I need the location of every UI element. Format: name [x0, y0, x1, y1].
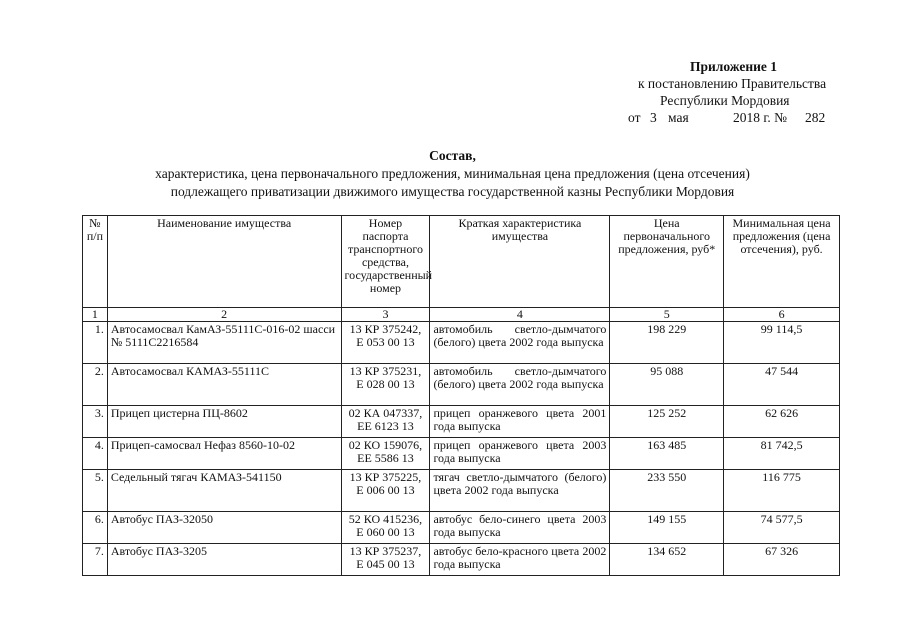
appendix-title: Приложение 1 — [690, 59, 778, 74]
document-subtitle-line-2: подлежащего приватизации движимого имущества государственной казны Республики Мордовия — [170, 184, 735, 199]
row-passport: 13 КР 375231, Е 028 00 13 — [341, 364, 430, 406]
row-min-price: 67 326 — [724, 544, 840, 576]
row-description: автомобиль светло-дымчатого (белого) цвета 2002 года выпуска — [430, 364, 610, 406]
row-number: 1. — [83, 322, 108, 364]
header-passport: Номер паспорта транспортного средства, государственный номер — [341, 216, 430, 308]
table-row — [83, 322, 840, 364]
row-number: 2. — [83, 364, 108, 406]
row-description: автобус бело-красного цвета 2002 года выпуска — [430, 544, 610, 576]
row-min-price: 62 626 — [724, 406, 840, 438]
row-price: 125 252 — [610, 406, 724, 438]
row-name: Прицеп-самосвал Нефаз 8560-10-02 — [107, 438, 341, 470]
table-row — [83, 406, 840, 438]
row-description: прицеп оранжевого цвета 2003 года выпуска — [430, 438, 610, 470]
column-number: 5 — [610, 308, 724, 322]
row-name: Автобус ПАЗ-3205 — [107, 544, 341, 576]
row-passport: 13 КР 375237, Е 045 00 13 — [341, 544, 430, 576]
column-number: 4 — [430, 308, 610, 322]
row-price: 95 088 — [610, 364, 724, 406]
row-description: автомобиль светло-дымчатого (белого) цвета 2002 года выпуска — [430, 322, 610, 364]
row-name: Прицеп цистерна ПЦ-8602 — [107, 406, 341, 438]
column-number: 2 — [107, 308, 341, 322]
row-description: автобус бело-синего цвета 2003 года выпуска — [430, 512, 610, 544]
row-min-price: 116 775 — [724, 470, 840, 512]
table-row — [83, 364, 840, 406]
row-price: 163 485 — [610, 438, 724, 470]
row-min-price: 47 544 — [724, 364, 840, 406]
header-number: № п/п — [83, 216, 108, 308]
column-number: 1 — [83, 308, 108, 322]
row-passport: 13 КР 375225, Е 006 00 13 — [341, 470, 430, 512]
column-number-row — [83, 308, 840, 322]
row-min-price: 81 742,5 — [724, 438, 840, 470]
header-min-price: Минимальная цена предложения (цена отсечения), руб. — [724, 216, 840, 308]
row-passport: 02 КА 047337, ЕЕ 6123 13 — [341, 406, 430, 438]
appendix-date-month: мая — [668, 110, 689, 125]
table-row — [83, 470, 840, 512]
row-price: 149 155 — [610, 512, 724, 544]
document-title: Состав, — [429, 148, 476, 163]
row-name: Автосамосвал КамАЗ-55111С-016-02 шасси № 5111С2216584 — [107, 322, 341, 364]
header-name: Наименование имущества — [107, 216, 341, 308]
row-passport: 52 КО 415236, Е 060 00 13 — [341, 512, 430, 544]
row-name: Автосамосвал КАМАЗ-55111С — [107, 364, 341, 406]
table-row — [83, 512, 840, 544]
row-name: Автобус ПАЗ-32050 — [107, 512, 341, 544]
row-min-price: 74 577,5 — [724, 512, 840, 544]
column-number: 3 — [341, 308, 430, 322]
row-number: 6. — [83, 512, 108, 544]
row-number: 5. — [83, 470, 108, 512]
row-number: 7. — [83, 544, 108, 576]
column-number: 6 — [724, 308, 840, 322]
row-passport: 02 КО 159076, ЕЕ 5586 13 — [341, 438, 430, 470]
appendix-doc-number: 282 — [805, 110, 826, 125]
header-initial-price: Цена первоначального предложения, руб* — [610, 216, 724, 308]
row-min-price: 99 114,5 — [724, 322, 840, 364]
appendix-date-year: 2018 г. № — [733, 110, 788, 125]
table-header-row — [83, 216, 840, 308]
row-price: 198 229 — [610, 322, 724, 364]
appendix-line-2: Республики Мордовия — [660, 93, 790, 108]
appendix-line-1: к постановлению Правительства — [638, 76, 827, 91]
row-description: тягач светло-дымчатого (белого) цвета 2002 года выпуска — [430, 470, 610, 512]
table-row — [83, 438, 840, 470]
table-row — [83, 544, 840, 576]
header-description: Краткая характеристика имущества — [430, 216, 610, 308]
row-passport: 13 КР 375242, Е 053 00 13 — [341, 322, 430, 364]
property-table — [82, 215, 840, 576]
row-name: Седельный тягач КАМАЗ-541150 — [107, 470, 341, 512]
appendix-date-day: 3 — [650, 110, 657, 125]
appendix-date-from: от — [628, 110, 641, 125]
row-price: 233 550 — [610, 470, 724, 512]
document-subtitle-line-1: характеристика, цена первоначального предложения, минимальная цена предложения (цена отсечения) — [155, 166, 750, 181]
row-price: 134 652 — [610, 544, 724, 576]
row-number: 3. — [83, 406, 108, 438]
row-description: прицеп оранжевого цвета 2001 года выпуска — [430, 406, 610, 438]
row-number: 4. — [83, 438, 108, 470]
